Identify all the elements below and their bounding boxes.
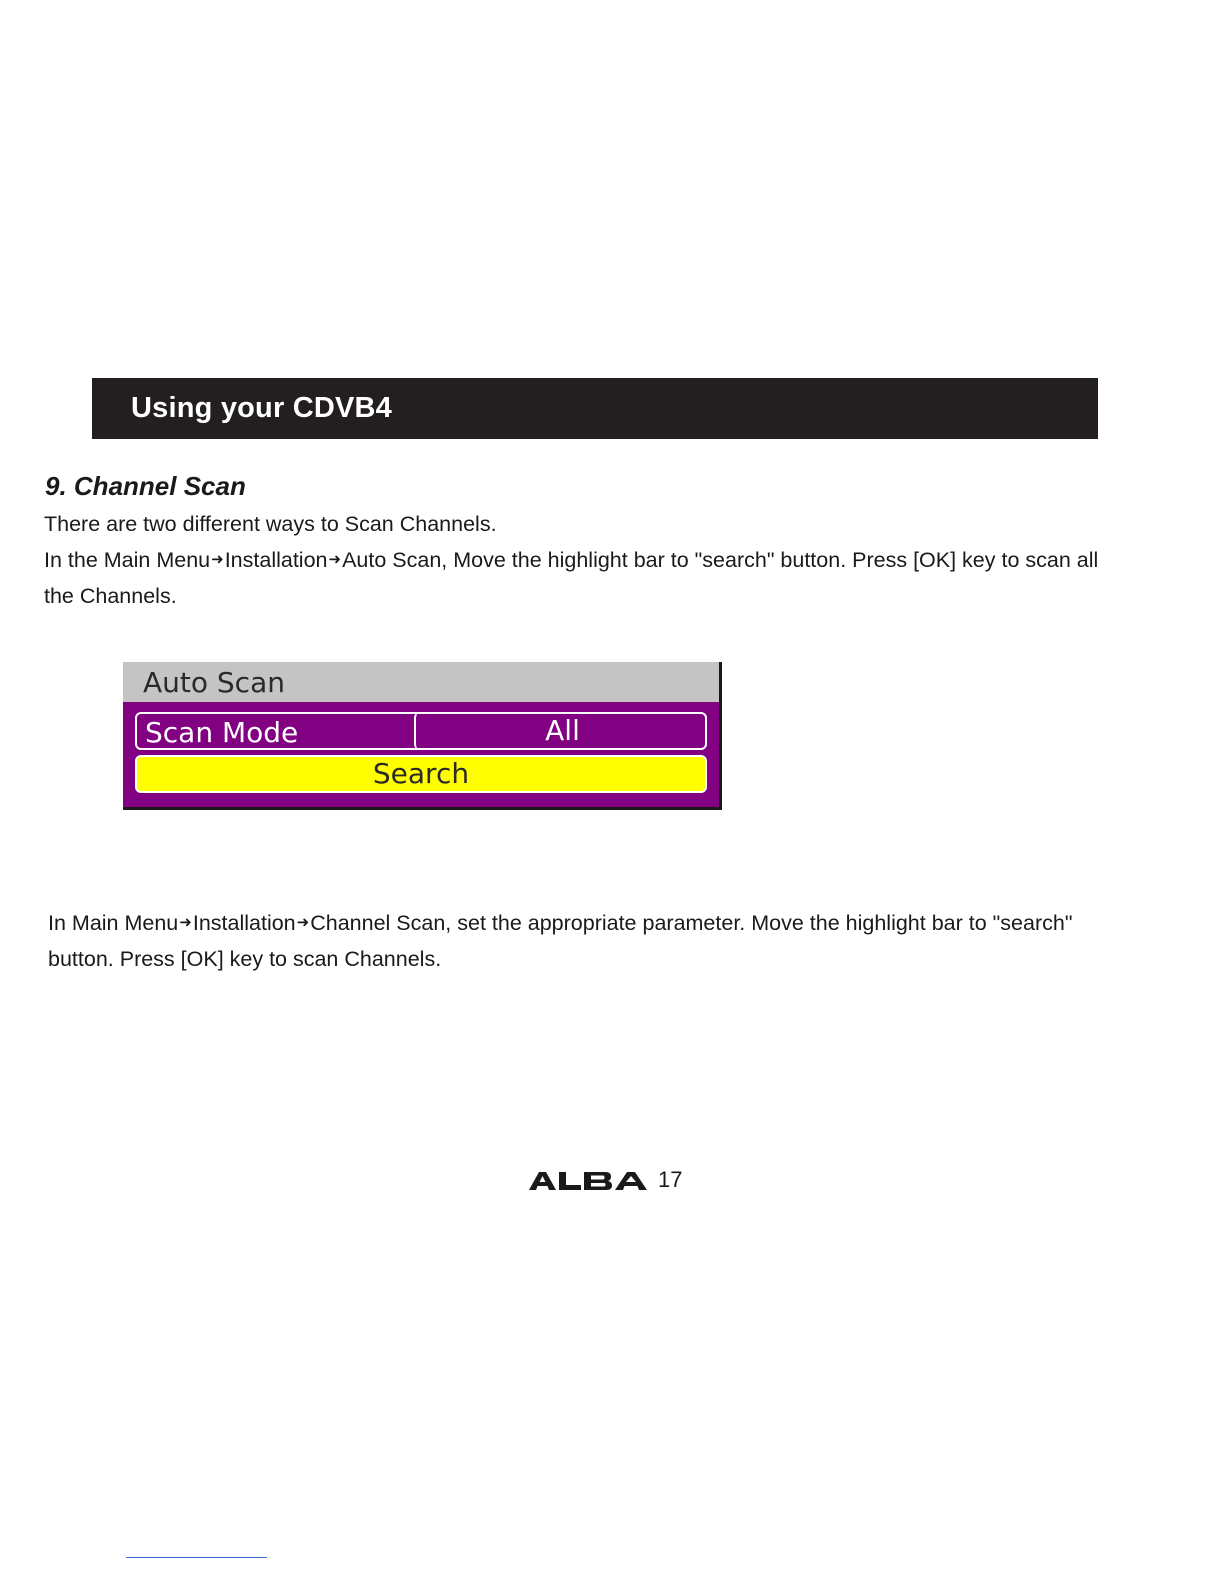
channel-scan-text-1: In Main Menu bbox=[48, 911, 179, 935]
auto-scan-dialog bbox=[123, 662, 722, 810]
page-number: 17 bbox=[658, 1167, 683, 1192]
intro-text: There are two different ways to Scan Channels. bbox=[44, 512, 497, 536]
scan-mode-row[interactable] bbox=[135, 712, 707, 750]
arrow-right-icon: ➜ bbox=[328, 551, 342, 568]
auto-scan-text-1: In the Main Menu bbox=[44, 548, 211, 572]
scan-mode-value[interactable]: All bbox=[414, 712, 709, 750]
search-button[interactable]: Search bbox=[135, 755, 707, 793]
channel-scan-paragraph bbox=[48, 905, 1088, 977]
channel-scan-text-2: Installation bbox=[192, 911, 296, 935]
dialog-titlebar bbox=[123, 662, 719, 702]
header-title: Using your CDVB4 bbox=[131, 392, 393, 424]
bottom-link-rule bbox=[126, 1557, 267, 1558]
auto-scan-text-3: Auto Scan, Move the highlight bar to "search" button. Press [OK] key to scan all the Channels. bbox=[44, 548, 1099, 608]
arrow-right-icon: ➜ bbox=[179, 914, 192, 931]
arrow-right-icon: ➜ bbox=[211, 551, 224, 568]
dialog-title: Auto Scan bbox=[143, 666, 285, 699]
section-heading: 9. Channel Scan bbox=[45, 471, 246, 501]
section-header-bar bbox=[92, 378, 1098, 439]
auto-scan-paragraph bbox=[44, 542, 1124, 614]
arrow-right-icon: ➜ bbox=[296, 914, 310, 931]
alba-logo bbox=[529, 1172, 649, 1190]
scan-mode-label: Scan Mode bbox=[145, 716, 299, 749]
intro-paragraph bbox=[44, 506, 497, 542]
auto-scan-text-2: Installation bbox=[224, 548, 328, 572]
channel-scan-text-3: Channel Scan, set the appropriate parameter. Move the highlight bar to "search" button. Press [OK] key to scan Channels. bbox=[48, 911, 1073, 971]
